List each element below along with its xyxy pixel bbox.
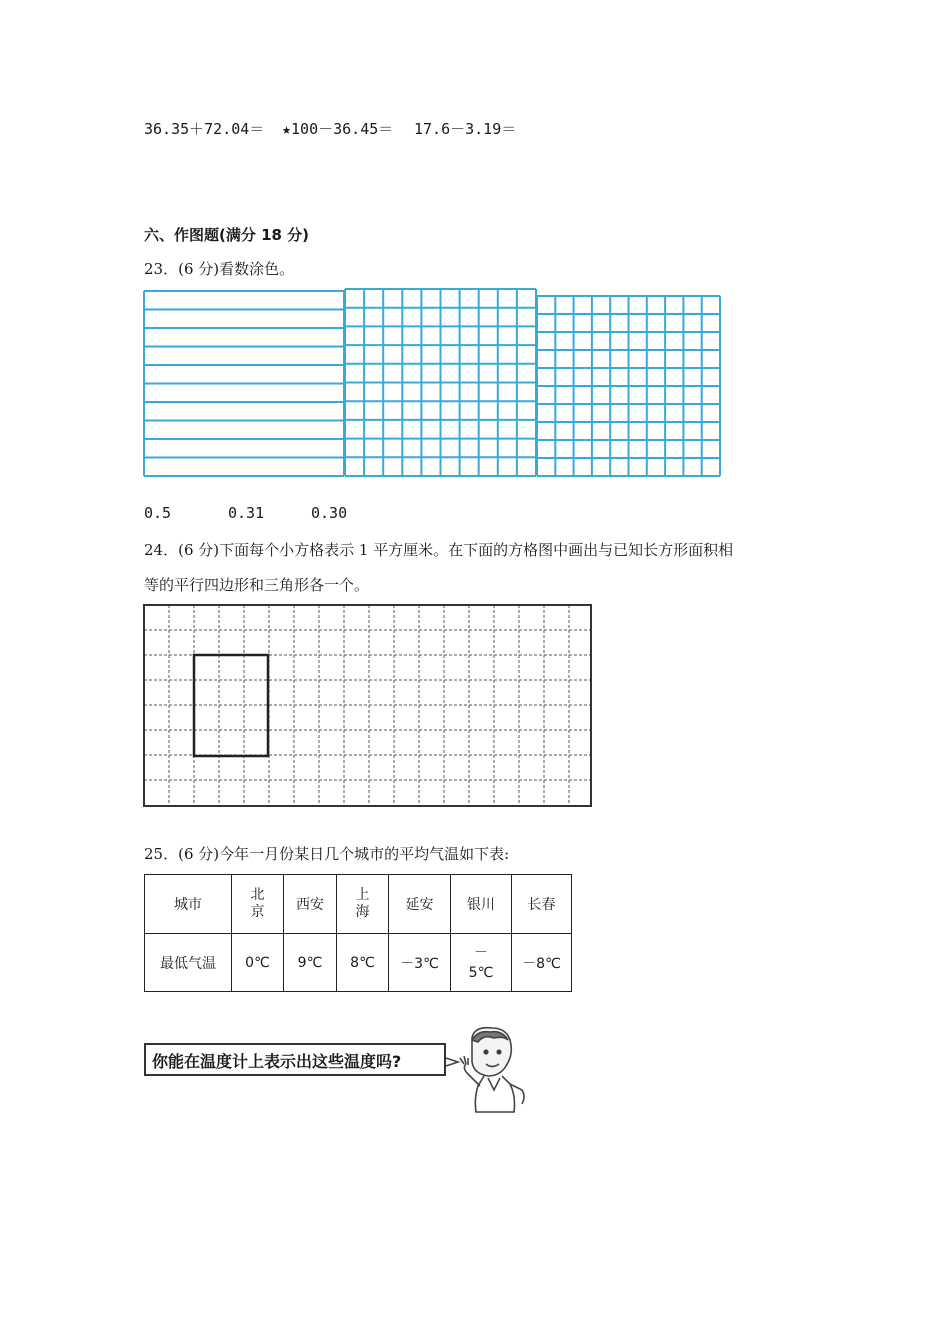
- table-row-temps: [145, 934, 572, 992]
- header-label-cell: 城市: [145, 875, 232, 934]
- temp-cell: －8℃: [512, 934, 572, 992]
- city-cell: 银川: [451, 875, 512, 934]
- boy-illustration-icon: [444, 1024, 530, 1114]
- city-cell: 上海: [337, 875, 389, 934]
- speech-bubble: 你能在温度计上表示出这些温度吗?: [144, 1043, 446, 1076]
- grid-tenths[interactable]: [144, 291, 344, 476]
- grid-hundredths-b[interactable]: [537, 296, 720, 476]
- dotted-grid-lines: [144, 605, 591, 805]
- table-row-cities: [145, 875, 572, 934]
- city-cell: 西安: [284, 875, 337, 934]
- city-cell: 北京: [232, 875, 284, 934]
- temp-cell: －5℃: [451, 934, 512, 992]
- city-cell: 延安: [389, 875, 451, 934]
- row-label-cell: 最低气温: [145, 934, 232, 992]
- temp-cell: 8℃: [337, 934, 389, 992]
- calc-expression-2: ★100－36.45＝: [282, 120, 394, 138]
- q23-grids: [140, 286, 726, 482]
- q24-dotted-grid[interactable]: [143, 604, 595, 810]
- temp-cell: 9℃: [284, 934, 337, 992]
- temp-cell: 0℃: [232, 934, 284, 992]
- grid-hundredths-a[interactable]: [345, 289, 536, 476]
- q23-prompt: 23．(6 分)看数涂色。: [144, 260, 295, 278]
- section-heading: 六、作图题(满分 18 分): [144, 226, 310, 244]
- temperature-table: [144, 874, 572, 992]
- calc-expression-1: 36.35＋72.04＝: [144, 120, 265, 138]
- q24-prompt-line1: 24．(6 分)下面每个小方格表示 1 平方厘米。在下面的方格图中画出与已知长方形面积相: [144, 541, 734, 559]
- temp-cell: －3℃: [389, 934, 451, 992]
- city-cell: 长春: [512, 875, 572, 934]
- q23-label-2: 0.31: [228, 504, 265, 522]
- q24-prompt-line2: 等的平行四边形和三角形各一个。: [144, 576, 370, 594]
- q25-prompt: 25．(6 分)今年一月份某日几个城市的平均气温如下表:: [144, 845, 510, 863]
- q23-label-3: 0.30: [311, 504, 348, 522]
- q23-label-1: 0.5: [144, 504, 172, 522]
- calc-expression-3: 17.6－3.19＝: [414, 120, 517, 138]
